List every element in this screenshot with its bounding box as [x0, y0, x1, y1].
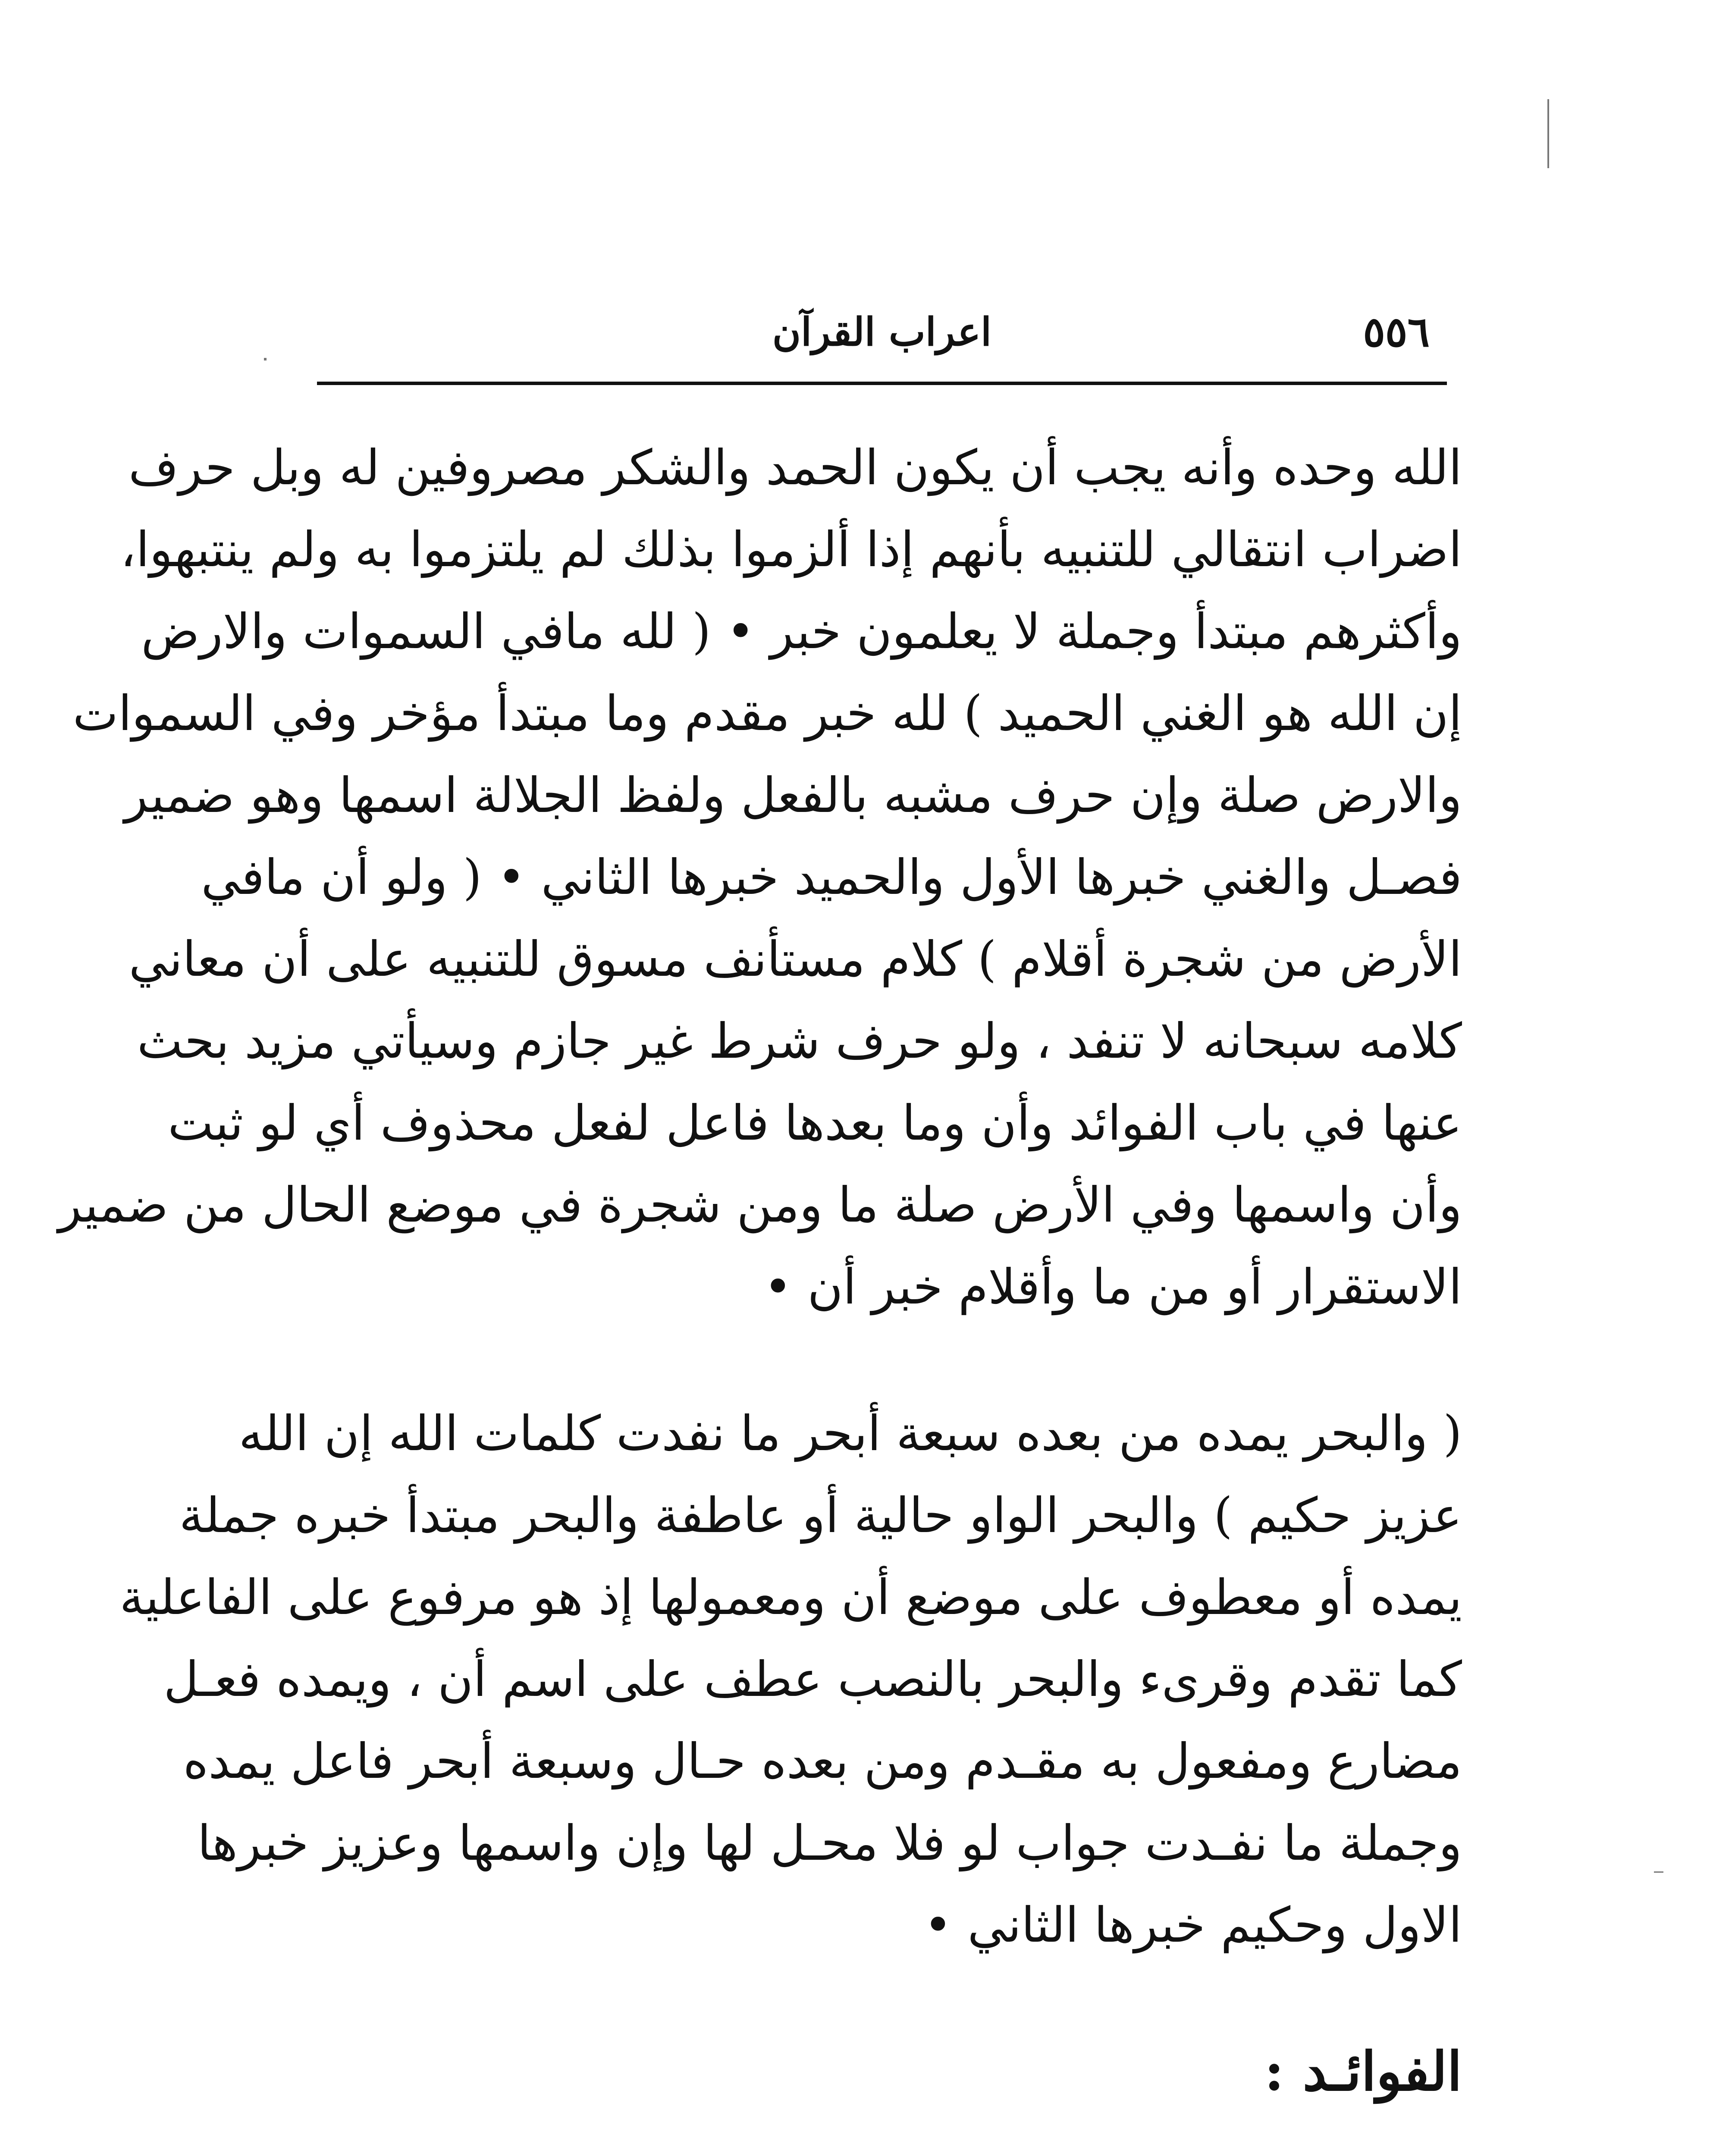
text-line: الأرض من شجرة أقلام ) كلام مستأنف مسوق للتنبيه على أن معاني: [129, 931, 1462, 987]
scan-mark: [1654, 1871, 1663, 1873]
text-line: عنها في باب الفوائد وأن وما بعدها فاعل لفعل محذوف أي لو ثبت: [168, 1095, 1462, 1151]
text-line: وأن واسمها وفي الأرض صلة ما ومن شجرة في موضع الحال من ضمير: [58, 1177, 1462, 1233]
text-line: ( والبحر يمده من بعده سبعة أبحر ما نفدت كلمات الله إن الله: [238, 1406, 1462, 1462]
running-title: اعراب القرآن: [772, 309, 992, 355]
text-line: الاستقرار أو من ما وأقلام خبر أن •: [763, 1259, 1462, 1315]
text-line: يمده أو معطوف على موضع أن ومعمولها إذ هو مرفوع على الفاعلية: [119, 1570, 1462, 1626]
page-body: [58, 427, 1462, 2156]
scan-mark: [264, 358, 267, 360]
text-line: والارض صلة وإن حرف مشبه بالفعل ولفظ الجلالة اسمها وهو ضمير: [124, 768, 1462, 824]
paragraph-1: [58, 427, 1462, 1328]
text-line: إن الله هو الغني الحميد ) لله خبر مقدم وما مبتدأ مؤخر وفي السموات: [72, 686, 1462, 742]
paragraph-gap: [306, 1966, 1462, 2031]
text-line: الاول وحكيم خبرها الثاني •: [923, 1897, 1462, 1953]
page-number: ٥٥٦: [1363, 307, 1430, 356]
text-line: مضارع ومفعول به مقـدم ومن بعده حـال وسبعة أبحر فاعل يمده: [183, 1733, 1462, 1789]
paragraph-gap: [306, 1328, 1462, 1393]
page-header: [317, 302, 1447, 362]
text-line: وأكثرهم مبتدأ وجملة لا يعلمون خبر • ( لله مافي السموات والارض: [141, 604, 1462, 660]
text-line: كما تقدم وقرىء والبحر بالنصب عطف على اسم أن ، ويمده فعـل: [163, 1651, 1462, 1708]
text-line: اضراب انتقالي للتنبيه بأنهم إذا ألزموا بذلك لم يلتزموا به ولم ينتبهوا،: [120, 522, 1462, 578]
text-line: الله وحده وأنه يجب أن يكون الحمد والشكر مصروفين له وبل حرف: [128, 440, 1462, 496]
text-line: عزيز حكيم ) والبحر الواو حالية أو عاطفة والبحر مبتدأ خبره جملة: [179, 1488, 1462, 1544]
paragraph-2: [119, 1393, 1462, 1966]
paragraph-gap: [306, 2113, 1462, 2156]
text-line: فصـل والغني خبرها الأول والحميد خبرها الثاني • ( ولو أن مافي: [201, 849, 1462, 906]
header-rule: [317, 382, 1447, 385]
text-line: كلامه سبحانه لا تنفد ، ولو حرف شرط غير جازم وسيأتي مزيد بحث: [137, 1013, 1462, 1069]
section-heading: الفوائـد :: [1264, 2040, 1462, 2103]
text-line: وجملة ما نفـدت جواب لو فلا محـل لها وإن واسمها وعزيز خبرها: [197, 1815, 1462, 1871]
scan-mark: [1547, 99, 1549, 168]
